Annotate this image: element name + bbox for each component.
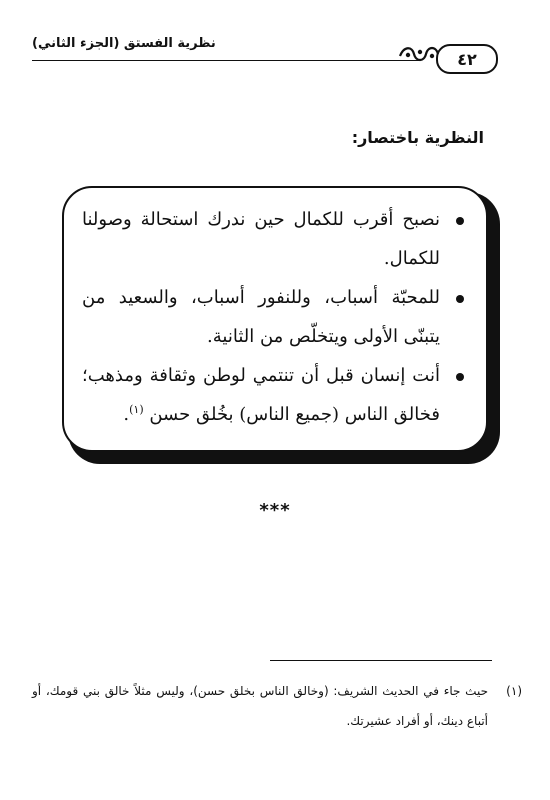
bullet-item [82, 200, 466, 278]
bullet-text: أنت إنسان قبل أن تنتمي لوطن وثقافة ومذهب؛ فخالق الناس (جميع الناس) بخُلق حسن [82, 365, 440, 425]
footnote [32, 676, 522, 736]
running-header-title: نظرية الفستق (الجزء الثاني) [32, 36, 216, 51]
ornament-icon [398, 42, 440, 66]
footnote-reference: (١) [129, 403, 144, 416]
page-number: ٤٢ [436, 44, 498, 74]
bullet-text: للمحبّة أسباب، وللنفور أسباب، والسعيد من يتبنّى الأولى ويتخلّص من الثانية. [82, 287, 440, 347]
section-separator: *** [259, 500, 291, 521]
bullet-dot-icon [456, 217, 464, 225]
header-rule [32, 60, 420, 61]
bullet-dot-icon [456, 373, 464, 381]
footnote-text: حيث جاء في الحديث الشريف: (وخالق الناس بخلق حسن)، وليس مثلاً خالق بني قومك، أو أتباع دينك، أو أفراد عشيرتك. [32, 684, 488, 728]
bullet-item [82, 278, 466, 356]
bullet-dot-icon [456, 295, 464, 303]
footnote-number: (١) [506, 684, 522, 698]
bullet-text: نصبح أقرب للكمال حين ندرك استحالة وصولنا للكمال. [82, 209, 440, 269]
bullet-item [82, 356, 466, 434]
summary-box [62, 186, 488, 452]
footnote-rule [270, 660, 492, 661]
bullet-trailing-period: . [123, 404, 130, 425]
section-heading: النظرية باختصار: [351, 128, 484, 147]
summary-bullet-list [82, 200, 466, 434]
